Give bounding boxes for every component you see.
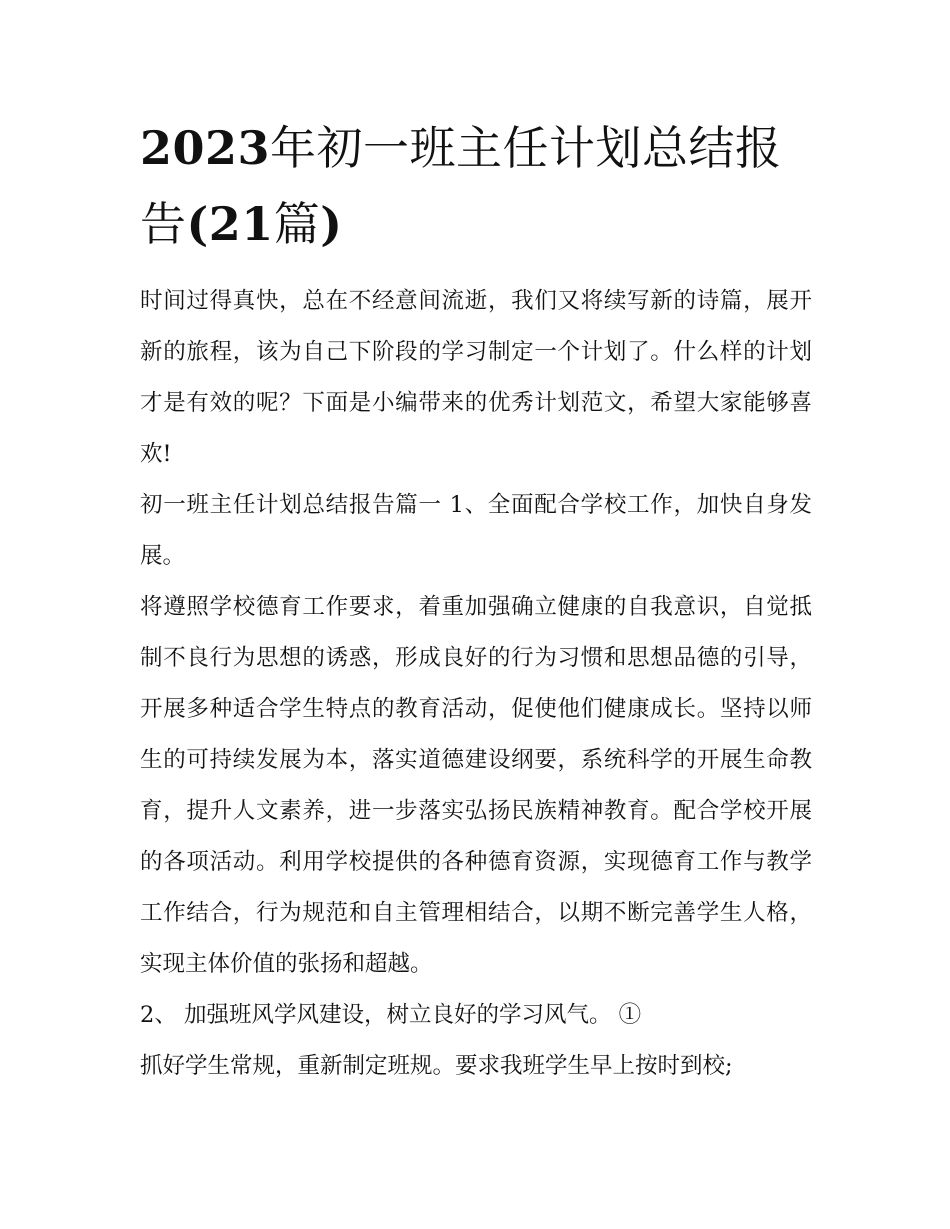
document-body (140, 110, 812, 1092)
title-numeric-run: (21 (186, 197, 274, 251)
paragraph-section-2-body: 抓好学生常规，重新制定班规。要求我班学生早上按时到校; (140, 1053, 733, 1079)
title-numeric-run: ) (320, 197, 343, 251)
document-title: 2023年初一班主任计划总结报告(21篇) (140, 121, 782, 251)
paragraph-section-1-body: 将遵照学校德育工作要求，着重加强确立健康的自我意识，自觉抵制不良行为思想的诱惑，形成良好的行为习惯和思想品德的引导，开展多种适合学生特点的教育活动，促使他们健康成长。坚持以师生的可持续发展为本，落实道德建设纲要，系统科学的开展生命教育，提升人文素养，进一步落实弘扬民族精神教育。配合学校开展的各项活动。利用学校提供的各种德育资源，实现德育工作与教学工作结合，行为规范和自主管理相结合，以期不断完善学生人格，实现主体价值的张扬和超越。 (140, 594, 812, 977)
paragraph-intro: 时间过得真快，总在不经意间流逝，我们又将续写新的诗篇，展开新的旅程，该为自己下阶段的学习制定一个计划了。什么样的计划才是有效的呢？下面是小编带来的优秀计划范文，希望大家能够喜欢! (140, 288, 812, 467)
paragraph-section-1-heading: 初一班主任计划总结报告篇一 1、全面配合学校工作，加快自身发展。 (140, 492, 812, 569)
title-numeric-run: 2023 (140, 121, 271, 175)
paragraph-section-2-heading: 2、 加强班风学风建设，树立良好的学习风气。 ① (140, 1002, 642, 1028)
